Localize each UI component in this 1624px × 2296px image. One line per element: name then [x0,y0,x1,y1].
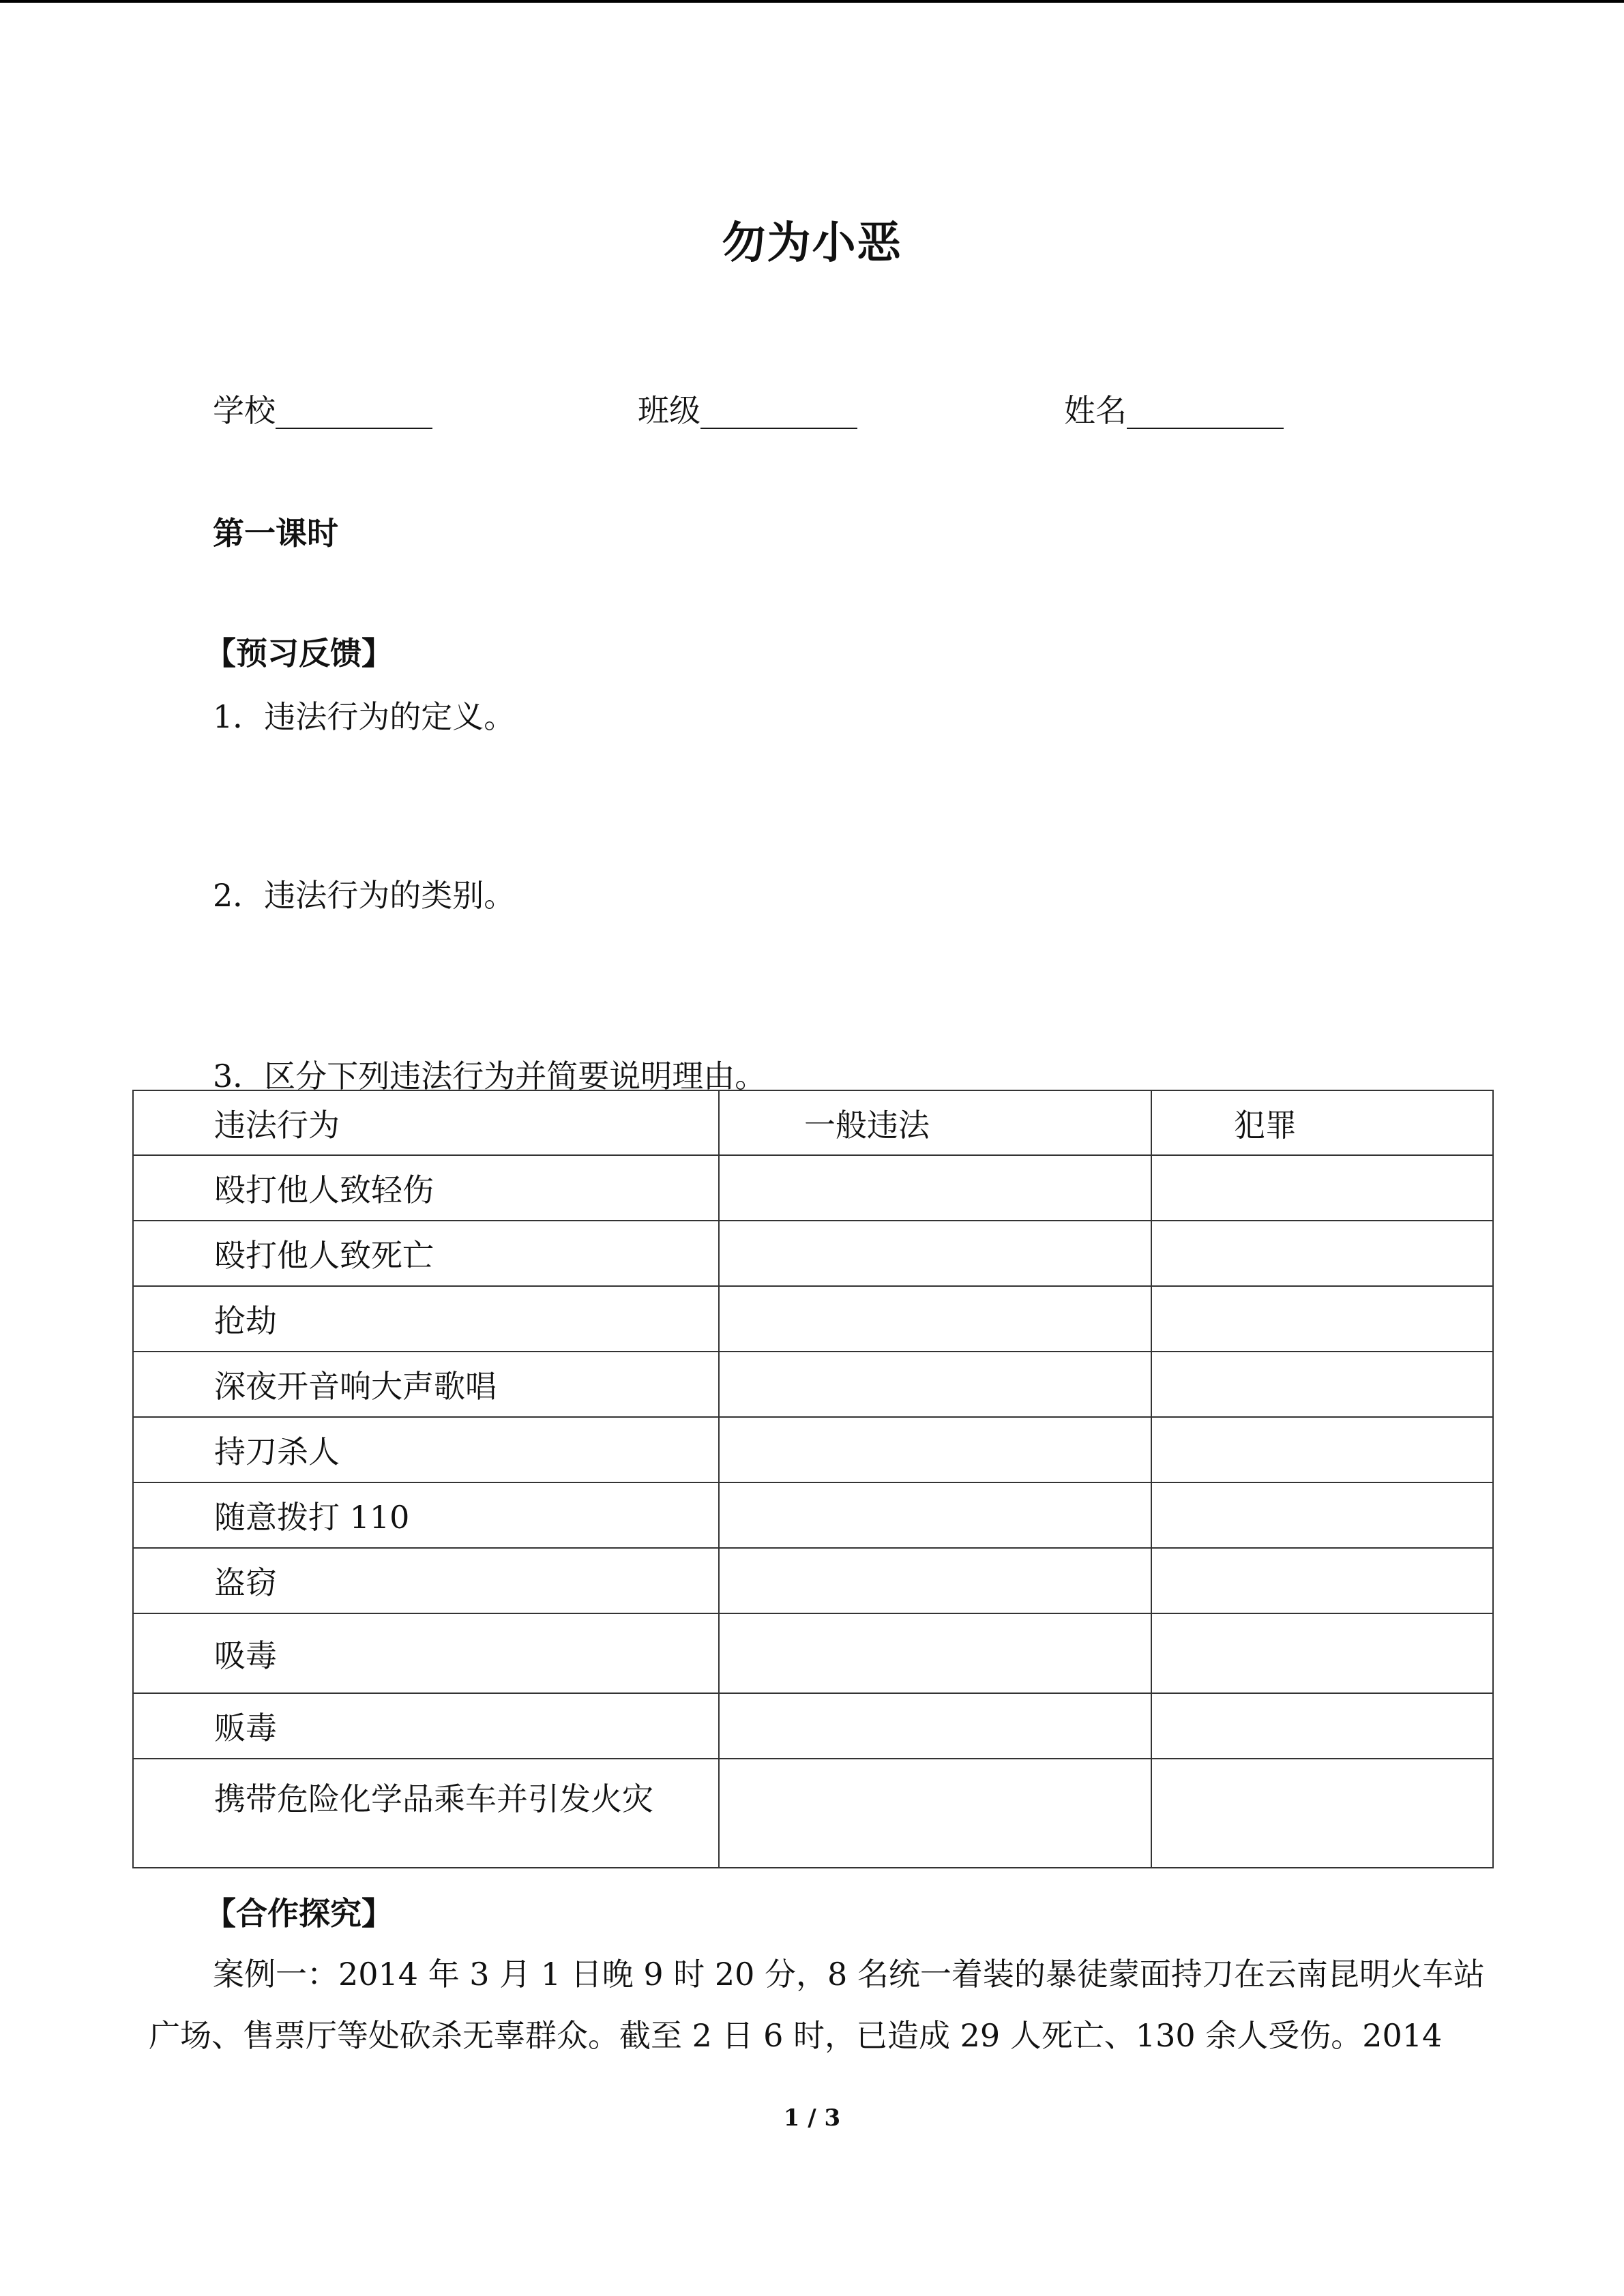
behavior-cell: 盗窃 [133,1548,719,1613]
question-1: 1．违法行为的定义。 [213,698,516,735]
behavior-cell: 殴打他人致轻伤 [133,1155,719,1221]
general-violation-cell[interactable] [719,1286,1151,1352]
general-violation-cell[interactable] [719,1352,1151,1417]
behavior-cell: 随意拨打 110 [133,1482,719,1548]
behavior-cell: 携带危险化学品乘车并引发火灾 [133,1759,719,1868]
page-title: 勿为小恶 [722,218,902,269]
general-violation-cell[interactable] [719,1417,1151,1482]
crime-cell[interactable] [1151,1286,1493,1352]
table-row [133,1482,1493,1548]
behavior-cell: 抢劫 [133,1286,719,1352]
preview-heading: 【预习反馈】 [205,635,393,672]
crime-cell[interactable] [1151,1759,1493,1868]
header-behavior: 违法行为 [133,1090,719,1155]
general-violation-cell[interactable] [719,1548,1151,1613]
crime-cell[interactable] [1151,1693,1493,1759]
class-field[interactable]: 班级__________ [638,392,857,429]
table-row [133,1613,1493,1693]
school-field[interactable]: 学校__________ [213,392,432,429]
question-3: 3．区分下列违法行为并简要说明理由。 [213,1058,767,1094]
header-general-violation: 一般违法 [719,1090,1151,1155]
crime-cell[interactable] [1151,1482,1493,1548]
general-violation-cell[interactable] [719,1759,1151,1868]
table-row [133,1155,1493,1221]
table-header-row [133,1090,1493,1155]
crime-cell[interactable] [1151,1352,1493,1417]
page-top-border [0,0,1624,3]
general-violation-cell[interactable] [719,1482,1151,1548]
question-2: 2．违法行为的类别。 [213,877,516,914]
table-row [133,1693,1493,1759]
table-row [133,1759,1493,1868]
general-violation-cell[interactable] [719,1693,1151,1759]
general-violation-cell[interactable] [719,1155,1151,1221]
table-row [133,1548,1493,1613]
behavior-cell: 吸毒 [133,1613,719,1693]
table-row [133,1286,1493,1352]
crime-cell[interactable] [1151,1155,1493,1221]
case-text-line-1: 案例一：2014 年 3 月 1 日晚 9 时 20 分，8 名统一着装的暴徒蒙面持刀在云南昆明火车站 [213,1956,1485,1993]
header-crime: 犯罪 [1151,1090,1493,1155]
behavior-cell: 殴打他人致死亡 [133,1221,719,1286]
crime-cell[interactable] [1151,1548,1493,1613]
cooperate-heading: 【合作探究】 [205,1895,393,1932]
classification-table [132,1090,1494,1868]
table-row [133,1352,1493,1417]
general-violation-cell[interactable] [719,1221,1151,1286]
table-row [133,1417,1493,1482]
case-text-line-2: 广场、售票厅等处砍杀无辜群众。截至 2 日 6 时，已造成 29 人死亡、130 余人受伤。2014 [149,2017,1443,2054]
behavior-cell: 深夜开音响大声歌唱 [133,1352,719,1417]
general-violation-cell[interactable] [719,1613,1151,1693]
crime-cell[interactable] [1151,1613,1493,1693]
page-indicator: 1 / 3 [783,2104,841,2132]
behavior-cell: 持刀杀人 [133,1417,719,1482]
crime-cell[interactable] [1151,1221,1493,1286]
name-field[interactable]: 姓名__________ [1064,392,1284,429]
table-row [133,1221,1493,1286]
behavior-cell: 贩毒 [133,1693,719,1759]
crime-cell[interactable] [1151,1417,1493,1482]
lesson-heading: 第一课时 [213,515,338,552]
